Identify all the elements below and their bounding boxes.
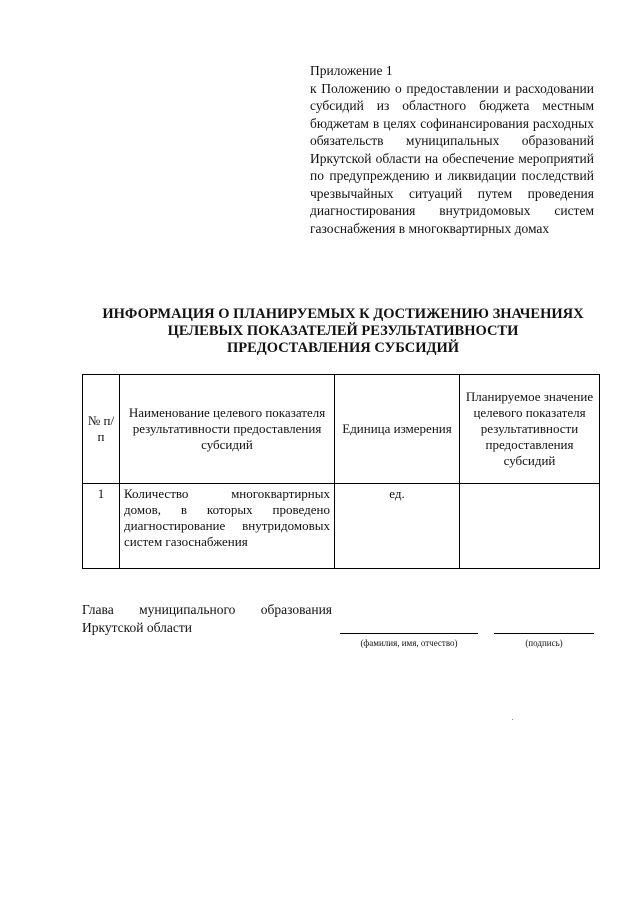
name-signature-line (340, 633, 478, 634)
heading-line-1: ИНФОРМАЦИЯ О ПЛАНИРУЕМЫХ К ДОСТИЖЕНИЮ ЗНАЧЕНИЯХ (102, 306, 584, 322)
table-row (83, 484, 600, 569)
appendix-text: к Положению о предоставлении и расходовании субсидий из областного бюджета местным бюджетам в целях софинансирования расходных обязательств муниципальных образований Иркутской области на обеспечение мероприятий по предупреждению и ликвидации последствий чрезвычайных ситуаций путем проведения диагностирования внутридомовых систем газоснабжения в многоквартирных домах (310, 80, 594, 236)
signatory-title: Глава муниципального образования Иркутской области (82, 602, 332, 635)
row-number: 1 (83, 484, 120, 569)
row-unit: ед. (335, 484, 460, 569)
document-heading (60, 306, 626, 357)
header-indicator-name: Наименование целевого показателя результативности предоставления субсидий (120, 375, 335, 484)
name-caption: (фамилия, имя, отчество) (360, 638, 458, 648)
appendix-title: Приложение 1 (310, 63, 393, 78)
header-planned-value: Планируемое значение целевого показателя результативности предоставления субсидий (460, 375, 600, 484)
header-unit: Единица измерения (335, 375, 460, 484)
appendix-block (310, 62, 594, 237)
sign-caption: (подпись) (525, 638, 563, 648)
table-header-row (83, 375, 600, 484)
heading-line-2: ЦЕЛЕВЫХ ПОКАЗАТЕЛЕЙ РЕЗУЛЬТАТИВНОСТИ (167, 323, 519, 339)
sign-signature-line (494, 633, 594, 634)
indicators-table (82, 374, 600, 569)
heading-line-3: ПРЕДОСТАВЛЕНИЯ СУБСИДИЙ (226, 340, 460, 356)
row-planned-value (460, 484, 600, 569)
row-indicator-name: Количество многоквартирных домов, в которых проведено диагностирование внутридомовых систем газоснабжения (120, 484, 335, 569)
scan-speck (512, 719, 513, 720)
header-number: № п/п (83, 375, 120, 484)
